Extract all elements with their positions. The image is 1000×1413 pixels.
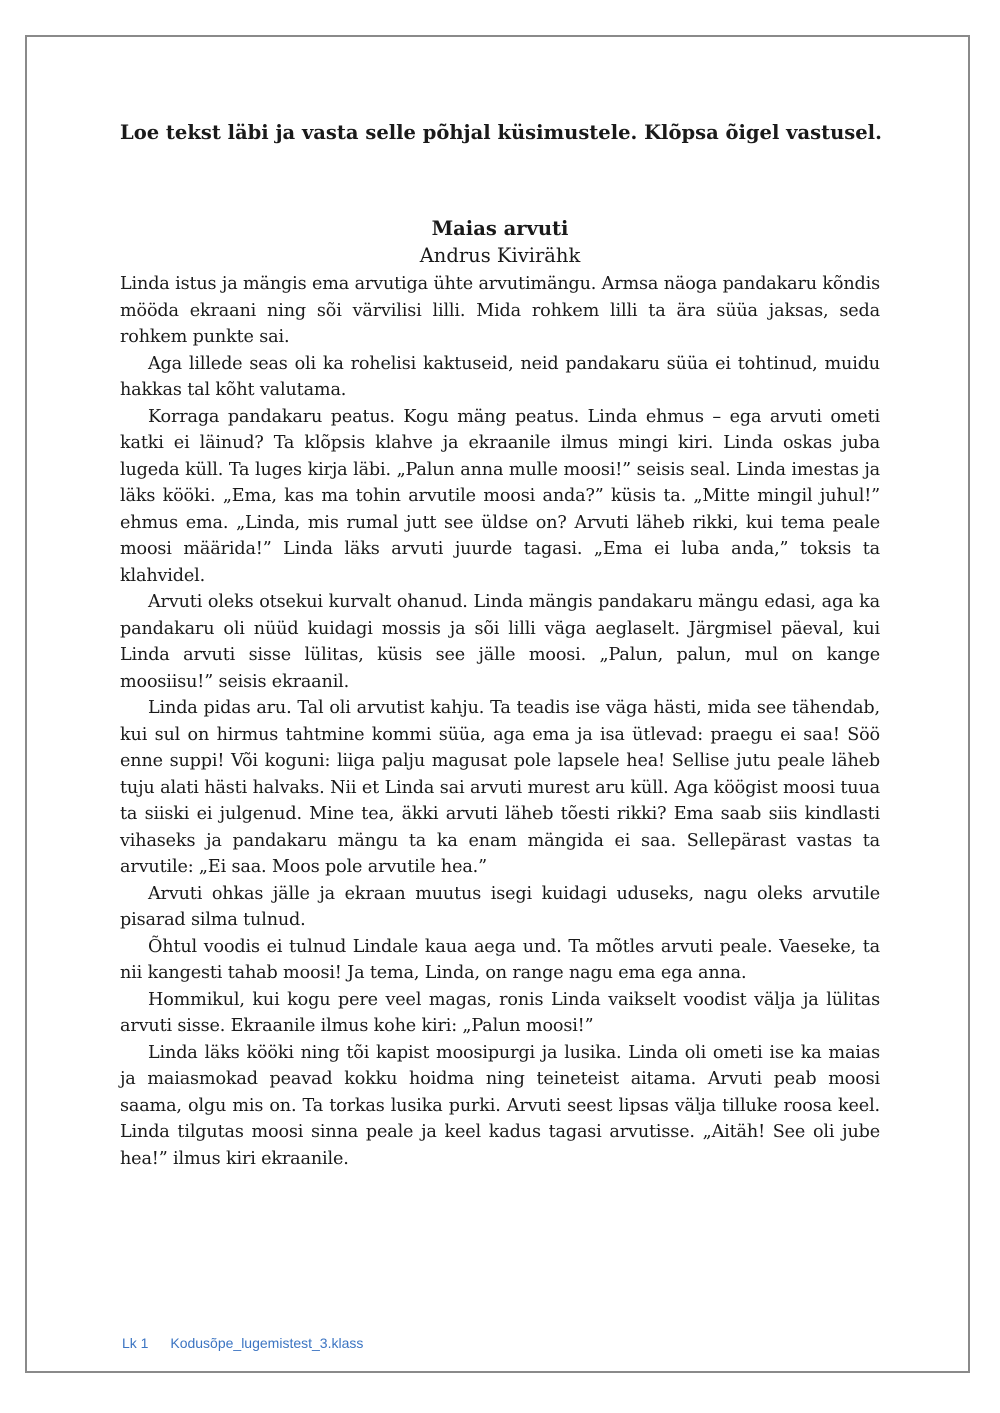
instruction-text: Loe tekst läbi ja vasta selle põhjal küsimustele. Klõpsa õigel vastusel. bbox=[120, 121, 882, 144]
story-paragraph: Aga lillede seas oli ka rohelisi kaktuseid, neid pandakaru süüa ei tohtinud, muidu hakkas tal kõht valutama. bbox=[120, 353, 880, 400]
story-paragraph: Õhtul voodis ei tulnud Lindale kaua aega und. Ta mõtles arvuti peale. Vaeseke, ta nii kangesti tahab moosi! Ja tema, Linda, on range nagu ema ega anna. bbox=[120, 936, 880, 983]
footer-page-number: Lk 1 bbox=[122, 1335, 149, 1351]
story-paragraph: Arvuti ohkas jälle ja ekraan muutus isegi kuidagi uduseks, nagu oleks arvutile pisarad silma tulnud. bbox=[120, 883, 880, 930]
story-paragraph: Hommikul, kui kogu pere veel magas, ronis Linda vaikselt voodist välja ja lülitas arvuti sisse. Ekraanile ilmus kohe kiri: „Palun moosi!” bbox=[120, 989, 880, 1036]
story-paragraph: Arvuti oleks otsekui kurvalt ohanud. Linda mängis pandakaru mängu edasi, aga ka pandakaru oli nüüd kuidagi mossis ja sõi lilli väga aeglaselt. Järgmisel päeval, kui Linda arvuti sisse lülitas, küsis see jälle moosi. „Palun, palun, mul on kange moosiisu!” seisis ekraanil. bbox=[120, 592, 880, 692]
footer-document-name: Kodusõpe_lugemistest_3.klass bbox=[170, 1335, 364, 1351]
story-paragraph: Korraga pandakaru peatus. Kogu mäng peatus. Linda ehmus – ega arvuti ometi katki ei läinud? Ta klõpsis klahve ja ekraanile ilmus mingi kiri. Linda oskas juba lugeda küll. Ta luges kirja läbi. „Palun anna mulle moosi!” seisis seal. Linda imestas ja läks kööki. „Ema, kas ma tohin arvutile moosi anda?” küsis ta. „Mitte mingil juhul!” ehmus ema. „Linda, mis rumal jutt see üldse on? Arvuti läheb rikki, kui tema peale moosi määrida!” Linda läks arvuti juurde tagasi. „Ema ei luba anda,” toksis ta klahvidel. bbox=[120, 406, 880, 586]
story-paragraph: Linda läks kööki ning tõi kapist moosipurgi ja lusika. Linda oli ometi ise ka maias ja maiasmokad peavad kokku hoidma ning teineteist aitama. Arvuti peab moosi saama, olgu mis on. Ta torkas lusika purki. Arvuti seest lipsas välja tilluke roosa keel. Linda tilgutas moosi sinna peale ja keel kadus tagasi arvutisse. „Aitäh! See oli jube hea!” ilmus kiri ekraanile. bbox=[120, 1042, 880, 1169]
page-footer bbox=[122, 1335, 363, 1351]
story-body bbox=[120, 271, 880, 1172]
story-paragraph: Linda pidas aru. Tal oli arvutist kahju. Ta teadis ise väga hästi, mida see tähendab, kui sul on hirmus tahtmine kommi süüa, aga ema ja isa ütlevad: praegu ei saa! Söö enne suppi! Või koguni: liiga palju magusat pole lapsele hea! Sellise jutu peale läheb tuju alati hästi halvaks. Nii et Linda sai arvuti murest aru küll. Aga köögist moosi tuua ta siiski ei julgenud. Mine tea, äkki arvuti läheb tõesti rikki? Ema saab siis kindlasti vihaseks ja pandakaru mängu ta ka enam mängida ei saa. Sellepärast vastas ta arvutile: „Ei saa. Moos pole arvutile hea.” bbox=[120, 698, 880, 877]
story-title: Maias arvuti bbox=[431, 217, 569, 240]
story-paragraph: Linda istus ja mängis ema arvutiga ühte arvutimängu. Armsa näoga pandakaru kõndis mööda ekraani ning sõi värvilisi lilli. Mida rohkem lilli ta ära süüa jaksas, seda rohkem punkte sai. bbox=[120, 274, 880, 347]
story-author: Andrus Kivirähk bbox=[419, 244, 581, 267]
